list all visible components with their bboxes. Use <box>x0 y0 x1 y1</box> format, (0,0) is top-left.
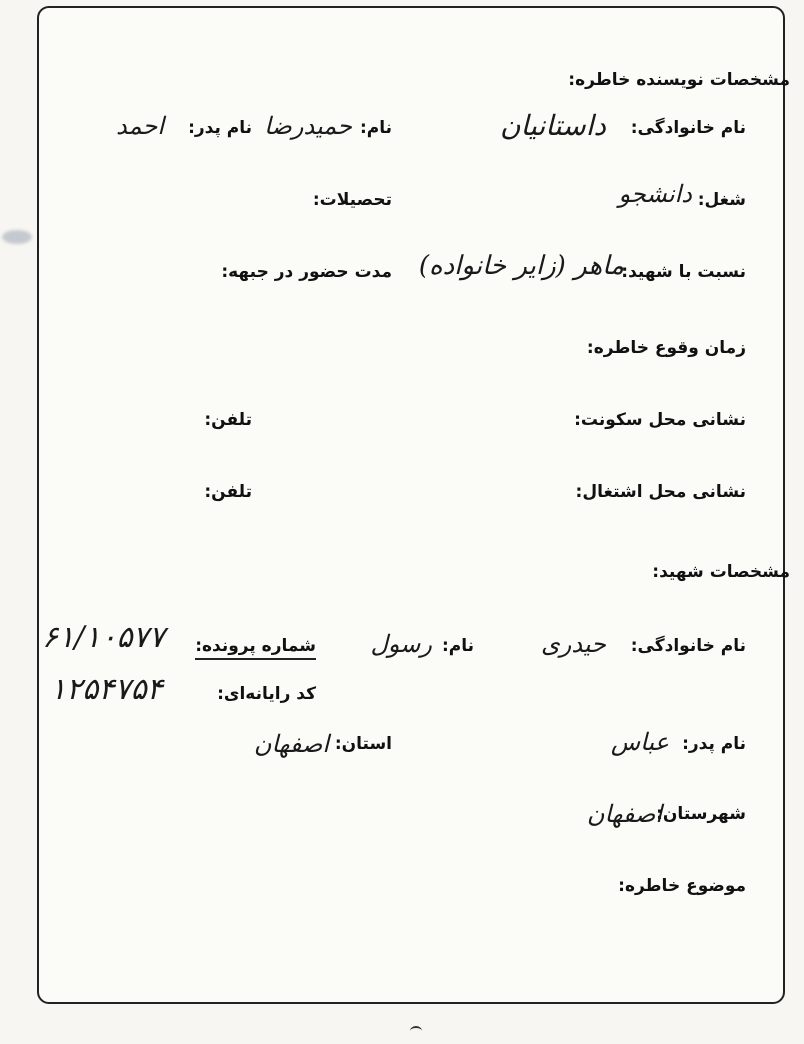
writer-relation-label: نسبت با شهید: <box>621 262 746 282</box>
writer-work-address-label: نشانی محل اشتغال: <box>575 482 746 502</box>
writer-father-label: نام پدر: <box>188 118 252 138</box>
martyr-family-value: حیدری <box>540 630 606 658</box>
writer-home-phone-label: تلفن: <box>204 410 252 430</box>
page-number-mark <box>410 1026 422 1036</box>
martyr-city-value: اصفهان <box>586 800 662 828</box>
writer-family-label: نام خانوادگی: <box>630 118 746 138</box>
martyr-section-title: مشخصات شهید: <box>652 562 790 582</box>
martyr-province-value: اصفهان <box>253 730 329 758</box>
martyr-name-label: نام: <box>441 636 474 656</box>
martyr-province-label: استان: <box>334 734 392 754</box>
writer-work-phone-label: تلفن: <box>204 482 252 502</box>
writer-family-value: داستانیان <box>499 109 606 142</box>
martyr-computer-code-value: ۱۲۵۴۷۵۴ <box>50 672 163 707</box>
martyr-city-label: شهرستان: <box>656 804 746 824</box>
martyr-name-value: رسول <box>370 630 432 658</box>
martyr-father-label: نام پدر: <box>682 734 746 754</box>
martyr-father-value: عباس <box>610 728 669 756</box>
form-frame <box>37 6 785 1004</box>
writer-relation-value: ماهر (زایر خانواده) <box>418 251 624 281</box>
writer-job-label: شغل: <box>697 190 746 210</box>
writer-front-duration-label: مدت حضور در جبهه: <box>221 262 392 282</box>
writer-name-value: حمیدرضا <box>264 112 352 140</box>
writer-name-label: نام: <box>359 118 392 138</box>
writer-job-value: دانشجو <box>618 180 692 208</box>
writer-section-title: مشخصات نویسنده خاطره: <box>568 70 790 90</box>
writer-memory-time-label: زمان وقوع خاطره: <box>586 338 746 358</box>
martyr-file-number-label: شماره پرونده: <box>195 636 316 660</box>
martyr-family-label: نام خانوادگی: <box>630 636 746 656</box>
martyr-file-number-value: ۶۱/۱۰۵۷۷ <box>42 620 165 655</box>
martyr-memory-subject-label: موضوع خاطره: <box>618 876 746 896</box>
writer-father-value: احمد <box>116 112 164 140</box>
writer-education-label: تحصیلات: <box>312 190 392 210</box>
writer-home-address-label: نشانی محل سکونت: <box>574 410 746 430</box>
scan-smudge <box>2 230 32 244</box>
martyr-computer-code-label: کد رایانه‌ای: <box>217 684 316 704</box>
